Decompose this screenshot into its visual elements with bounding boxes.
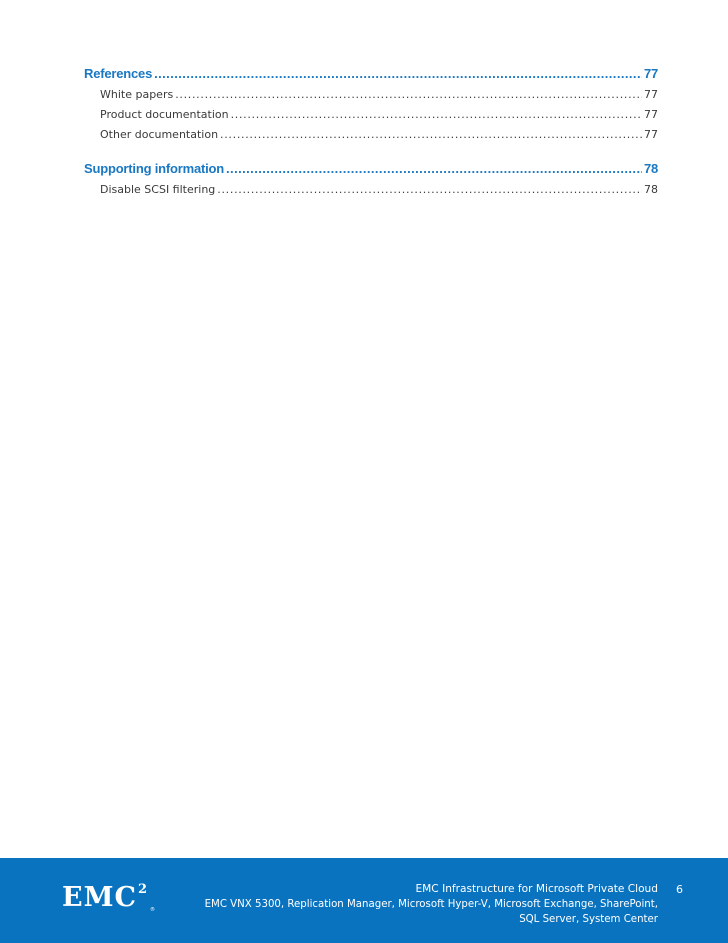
toc-section-supporting-information[interactable] (84, 161, 658, 183)
toc-dot-leader (217, 183, 642, 196)
page-footer (0, 858, 728, 943)
toc-entry-title: Product documentation (100, 108, 229, 121)
toc-entry-white-papers[interactable] (84, 88, 658, 108)
toc-dot-leader (220, 128, 642, 141)
toc-entry-disable-scsi-filtering[interactable] (84, 183, 658, 203)
logo-text: EMC (62, 882, 137, 913)
toc-dot-leader (175, 88, 642, 101)
toc-dot-leader (154, 66, 642, 81)
toc-entry-other-documentation[interactable] (84, 128, 658, 148)
footer-subtitle-line1: EMC VNX 5300, Replication Manager, Microsoft Hyper-V, Microsoft Exchange, SharePoint, (204, 899, 658, 910)
section-gap (84, 148, 658, 161)
footer-title: EMC Infrastructure for Microsoft Private Cloud (415, 883, 658, 895)
registered-mark-icon: ® (150, 907, 157, 913)
toc-section-references[interactable] (84, 66, 658, 88)
toc-page-number: 78 (644, 183, 658, 196)
toc-entry-title: Other documentation (100, 128, 219, 141)
emc-logo (62, 882, 156, 913)
footer-page-number: 6 (676, 883, 683, 896)
logo-superscript: 2 (137, 882, 149, 897)
toc-page-number: 77 (644, 108, 658, 121)
toc-dot-leader (231, 108, 642, 121)
toc-entry-title: Disable SCSI filtering (100, 183, 216, 196)
toc-page-number: 77 (644, 128, 658, 141)
toc-dot-leader (226, 161, 642, 176)
table-of-contents (84, 66, 658, 203)
toc-page-number: 77 (643, 66, 658, 81)
toc-section-title: References (84, 66, 153, 81)
toc-page-number: 78 (643, 161, 658, 176)
toc-page-number: 77 (644, 88, 658, 101)
footer-document-info (188, 882, 658, 927)
toc-section-title: Supporting information (84, 161, 225, 176)
footer-subtitle-line2: SQL Server, System Center (519, 914, 658, 925)
toc-entry-product-documentation[interactable] (84, 108, 658, 128)
toc-entry-title: White papers (100, 88, 174, 101)
